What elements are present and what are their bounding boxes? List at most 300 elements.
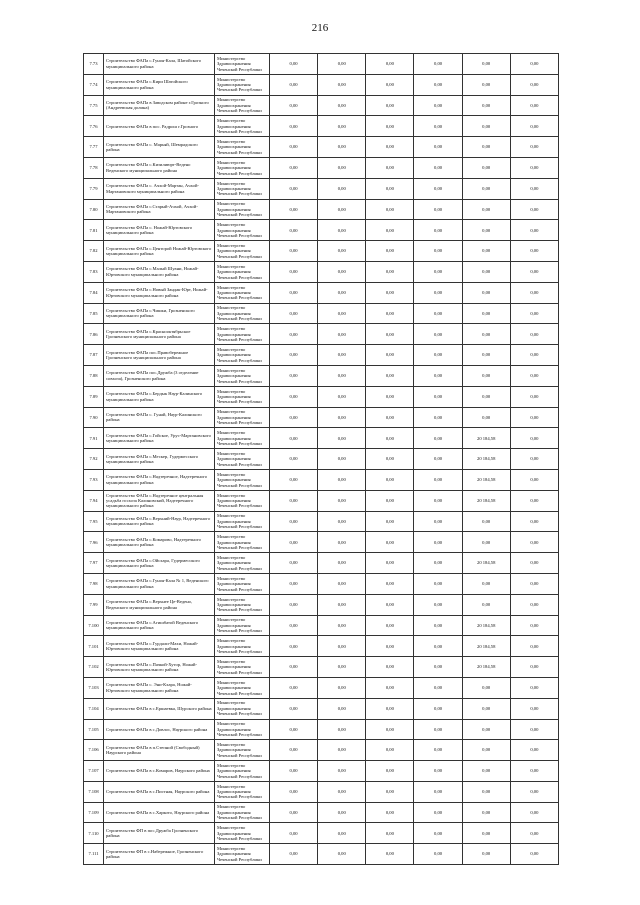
row-number: 7.97: [84, 553, 104, 574]
funding-value: 0,00: [462, 95, 510, 116]
funding-value: 0,00: [462, 178, 510, 199]
funding-value: 0,00: [414, 553, 462, 574]
funding-value: 0,00: [462, 74, 510, 95]
funding-value: 0,00: [318, 719, 366, 740]
funding-value: 0,00: [414, 449, 462, 470]
funding-value: 0,00: [270, 636, 318, 657]
funding-value: 20 184,58: [462, 553, 510, 574]
row-number: 7.75: [84, 95, 104, 116]
table-row: [84, 698, 559, 719]
funding-value: 0,00: [366, 719, 414, 740]
funding-value: 0,00: [270, 365, 318, 386]
row-number: 7.85: [84, 303, 104, 324]
responsible-organization: Министерство Здравоохранения Чеченской Республики: [215, 761, 270, 782]
funding-value: 20 184,58: [462, 428, 510, 449]
funding-value: 0,00: [318, 740, 366, 761]
funding-value: 0,00: [510, 386, 558, 407]
funding-value: 0,00: [414, 345, 462, 366]
funding-value: 0,00: [414, 220, 462, 241]
funding-value: 0,00: [414, 261, 462, 282]
funding-value: 0,00: [414, 740, 462, 761]
responsible-organization: Министерство Здравоохранения Чеченской Республики: [215, 615, 270, 636]
funding-value: 0,00: [270, 386, 318, 407]
funding-value: 0,00: [510, 95, 558, 116]
funding-value: 0,00: [510, 719, 558, 740]
funding-value: 0,00: [510, 220, 558, 241]
funding-value: 0,00: [270, 282, 318, 303]
funding-value: 0,00: [318, 594, 366, 615]
row-number: 7.104: [84, 698, 104, 719]
funding-value: 0,00: [462, 802, 510, 823]
funding-value: 0,00: [462, 407, 510, 428]
funding-value: 0,00: [270, 303, 318, 324]
funding-value: 0,00: [366, 553, 414, 574]
funding-value: 0,00: [414, 844, 462, 865]
funding-value: 0,00: [318, 116, 366, 137]
funding-value: 0,00: [510, 241, 558, 262]
funding-value: 0,00: [510, 303, 558, 324]
funding-value: 0,00: [414, 698, 462, 719]
funding-value: 0,00: [270, 615, 318, 636]
funding-value: 0,00: [462, 761, 510, 782]
table-row: [84, 345, 559, 366]
table-row: [84, 719, 559, 740]
row-number: 7.101: [84, 636, 104, 657]
funding-value: 0,00: [414, 677, 462, 698]
project-name: Строительство ФАПа с.Гурдали-Махи, Ножай-Юртовского муниципального района: [104, 636, 215, 657]
responsible-organization: Министерство Здравоохранения Чеченской Республики: [215, 511, 270, 532]
funding-value: 0,00: [510, 324, 558, 345]
funding-value: 0,00: [270, 469, 318, 490]
project-name: Строительство ФАПа в Заводском районе г.Грозного (Андреевская долина): [104, 95, 215, 116]
funding-value: 0,00: [510, 636, 558, 657]
row-number: 7.95: [84, 511, 104, 532]
project-name: Строительство ФАПа с.Бердык Наур-Калинского муниципального района: [104, 386, 215, 407]
funding-value: 0,00: [414, 511, 462, 532]
funding-value: 0,00: [414, 137, 462, 158]
project-name: Строительство ФАПа в пос. Радрош г.Грозного: [104, 116, 215, 137]
table-row: [84, 740, 559, 761]
funding-value: 0,00: [366, 54, 414, 75]
project-name: Строительство ФАПа с.Гуноя-Кала № 1, Веденского муниципального района: [104, 573, 215, 594]
funding-value: 0,00: [462, 594, 510, 615]
funding-value: 0,00: [510, 511, 558, 532]
funding-value: 0,00: [270, 178, 318, 199]
table-row: [84, 365, 559, 386]
project-name: Строительство ФАПа пос.Дружба (3 отделение совхоза), Грозненского района: [104, 365, 215, 386]
funding-value: 0,00: [414, 823, 462, 844]
funding-value: 0,00: [414, 116, 462, 137]
funding-value: 0,00: [510, 573, 558, 594]
funding-value: 0,00: [366, 303, 414, 324]
funding-value: 0,00: [366, 116, 414, 137]
responsible-organization: Министерство Здравоохранения Чеченской Республики: [215, 241, 270, 262]
funding-value: 0,00: [462, 324, 510, 345]
funding-value: 0,00: [270, 199, 318, 220]
funding-value: 0,00: [414, 719, 462, 740]
funding-value: 0,00: [510, 615, 558, 636]
funding-value: 0,00: [462, 365, 510, 386]
funding-value: 0,00: [366, 345, 414, 366]
funding-value: 20 184,58: [462, 469, 510, 490]
row-number: 7.73: [84, 54, 104, 75]
funding-value: 0,00: [366, 178, 414, 199]
funding-value: 0,00: [414, 365, 462, 386]
funding-value: 0,00: [462, 241, 510, 262]
row-number: 7.103: [84, 677, 104, 698]
row-number: 7.108: [84, 781, 104, 802]
project-name: Строительство ФАПа в с.Пистная, Наурского района: [104, 781, 215, 802]
row-number: 7.74: [84, 74, 104, 95]
table-row: [84, 199, 559, 220]
row-number: 7.83: [84, 261, 104, 282]
funding-value: 0,00: [366, 532, 414, 553]
funding-value: 0,00: [414, 74, 462, 95]
project-name: Строительство ФАПа с.Надтеречное, Надтеречного муниципального района: [104, 469, 215, 490]
funding-value: 0,00: [270, 594, 318, 615]
responsible-organization: Министерство Здравоохранения Чеченской Республики: [215, 137, 270, 158]
funding-value: 0,00: [510, 469, 558, 490]
row-number: 7.94: [84, 490, 104, 511]
table-body: [84, 54, 559, 865]
responsible-organization: Министерство Здравоохранения Чеченской Республики: [215, 74, 270, 95]
funding-value: 0,00: [462, 303, 510, 324]
funding-value: 20 184,58: [462, 636, 510, 657]
funding-value: 0,00: [366, 137, 414, 158]
project-name: Строительство ФАПа с.Надтеречное центральная усадьба госхоза Калиновский, Надтеречного муниципального района: [104, 490, 215, 511]
funding-value: 0,00: [318, 698, 366, 719]
funding-value: 0,00: [318, 345, 366, 366]
responsible-organization: Министерство Здравоохранения Чеченской Республики: [215, 95, 270, 116]
funding-value: 0,00: [462, 532, 510, 553]
funding-value: 0,00: [462, 54, 510, 75]
funding-value: 0,00: [318, 781, 366, 802]
funding-value: 0,00: [318, 802, 366, 823]
funding-value: 0,00: [366, 157, 414, 178]
funding-value: 0,00: [462, 261, 510, 282]
table-row: [84, 636, 559, 657]
table-row: [84, 54, 559, 75]
funding-value: 0,00: [414, 532, 462, 553]
responsible-organization: Министерство Здравоохранения Чеченской Республики: [215, 345, 270, 366]
program-table: [83, 53, 559, 865]
project-name: Строительство ФАПа с.Пачкой-Хутор, Ножай-Юртовского муниципального района: [104, 657, 215, 678]
funding-value: 0,00: [414, 761, 462, 782]
funding-value: 0,00: [366, 95, 414, 116]
project-name: Строительство ФАПа с. Гунай, Наур-Калинского района: [104, 407, 215, 428]
funding-value: 0,00: [462, 698, 510, 719]
responsible-organization: Министерство Здравоохранения Чеченской Республики: [215, 677, 270, 698]
table-row: [84, 178, 559, 199]
funding-value: 0,00: [270, 261, 318, 282]
responsible-organization: Министерство Здравоохранения Чеченской Республики: [215, 220, 270, 241]
funding-value: 0,00: [318, 365, 366, 386]
row-number: 7.110: [84, 823, 104, 844]
funding-value: 0,00: [414, 428, 462, 449]
funding-value: 0,00: [510, 844, 558, 865]
funding-value: 0,00: [270, 740, 318, 761]
funding-value: 0,00: [270, 573, 318, 594]
row-number: 7.92: [84, 449, 104, 470]
funding-value: 0,00: [270, 449, 318, 470]
funding-value: 0,00: [510, 823, 558, 844]
funding-value: 0,00: [366, 657, 414, 678]
funding-value: 0,00: [318, 428, 366, 449]
funding-value: 0,00: [510, 137, 558, 158]
funding-value: 0,00: [414, 407, 462, 428]
funding-value: 0,00: [414, 199, 462, 220]
funding-value: 0,00: [510, 116, 558, 137]
funding-value: 0,00: [270, 677, 318, 698]
funding-value: 0,00: [318, 823, 366, 844]
funding-value: 0,00: [510, 677, 558, 698]
table-row: [84, 303, 559, 324]
funding-value: 0,00: [510, 594, 558, 615]
project-name: Строительство ФАПа с.Верхний-Наур, Надтеречного муниципального района: [104, 511, 215, 532]
responsible-organization: Министерство Здравоохранения Чеченской Республики: [215, 719, 270, 740]
project-name: Строительство ФАПа с.Кизилиюрт-Ведено Веденского муниципального района: [104, 157, 215, 178]
table-row: [84, 324, 559, 345]
project-name: Строительство ФАПа с.Центорой Ножай-Юртовского муниципального района: [104, 241, 215, 262]
funding-value: 0,00: [318, 54, 366, 75]
funding-value: 0,00: [366, 594, 414, 615]
responsible-organization: Министерство Здравоохранения Чеченской Республики: [215, 573, 270, 594]
funding-value: 0,00: [270, 761, 318, 782]
table-row: [84, 241, 559, 262]
responsible-organization: Министерство Здравоохранения Чеченской Республики: [215, 407, 270, 428]
funding-value: 0,00: [318, 677, 366, 698]
table-row: [84, 844, 559, 865]
funding-value: 0,00: [414, 636, 462, 657]
funding-value: 0,00: [318, 137, 366, 158]
funding-value: 0,00: [510, 449, 558, 470]
funding-value: 0,00: [270, 241, 318, 262]
responsible-organization: Министерство Здравоохранения Чеченской Республики: [215, 469, 270, 490]
funding-value: 20 184,58: [462, 657, 510, 678]
funding-value: 0,00: [366, 324, 414, 345]
table-row: [84, 261, 559, 282]
project-name: Строительство ФАПа с.Малый Шуани, Ножай-Юртовского муниципального района: [104, 261, 215, 282]
funding-value: 0,00: [414, 490, 462, 511]
row-number: 7.100: [84, 615, 104, 636]
responsible-organization: Министерство Здравоохранения Чеченской Республики: [215, 844, 270, 865]
table-row: [84, 116, 559, 137]
responsible-organization: Министерство Здравоохранения Чеченской Республики: [215, 199, 270, 220]
responsible-organization: Министерство Здравоохранения Чеченской Республики: [215, 781, 270, 802]
table-row: [84, 573, 559, 594]
row-number: 7.106: [84, 740, 104, 761]
table-row: [84, 74, 559, 95]
funding-value: 0,00: [270, 823, 318, 844]
funding-value: 0,00: [318, 511, 366, 532]
project-name: Строительство ФАПа с.Гойское, Урус-Мартановского муниципального района: [104, 428, 215, 449]
responsible-organization: Министерство Здравоохранения Чеченской Республики: [215, 553, 270, 574]
responsible-organization: Министерство Здравоохранения Чеченской Республики: [215, 54, 270, 75]
funding-value: 0,00: [366, 781, 414, 802]
funding-value: 0,00: [318, 178, 366, 199]
funding-value: 0,00: [366, 365, 414, 386]
row-number: 7.91: [84, 428, 104, 449]
funding-value: 0,00: [510, 553, 558, 574]
funding-value: 0,00: [366, 511, 414, 532]
project-name: Строительство ФАПа с. Ачхой-Мартан, Ачхой-Мартановского муниципального района: [104, 178, 215, 199]
funding-value: 0,00: [414, 615, 462, 636]
funding-value: 0,00: [366, 74, 414, 95]
funding-value: 0,00: [270, 157, 318, 178]
funding-value: 0,00: [318, 553, 366, 574]
funding-value: 0,00: [510, 490, 558, 511]
funding-value: 0,00: [366, 740, 414, 761]
funding-value: 0,00: [510, 761, 558, 782]
funding-value: 0,00: [366, 261, 414, 282]
table-row: [84, 657, 559, 678]
funding-value: 0,00: [318, 199, 366, 220]
project-name: Строительство ФАПа в с.Харкото, Наурского района: [104, 802, 215, 823]
responsible-organization: Министерство Здравоохранения Чеченской Республики: [215, 428, 270, 449]
funding-value: 0,00: [462, 677, 510, 698]
project-name: Строительство ФАПа с.Верхнее Це-Ведено, Веденского муниципального района: [104, 594, 215, 615]
funding-value: 0,00: [510, 365, 558, 386]
row-number: 7.89: [84, 386, 104, 407]
table-row: [84, 781, 559, 802]
funding-value: 0,00: [510, 740, 558, 761]
funding-value: 0,00: [462, 781, 510, 802]
funding-value: 0,00: [270, 428, 318, 449]
funding-value: 0,00: [414, 303, 462, 324]
table-row: [84, 802, 559, 823]
funding-value: 0,00: [270, 532, 318, 553]
funding-value: 0,00: [318, 74, 366, 95]
table-row: [84, 532, 559, 553]
funding-value: 0,00: [366, 823, 414, 844]
funding-value: 0,00: [414, 241, 462, 262]
row-number: 7.98: [84, 573, 104, 594]
table-row: [84, 386, 559, 407]
funding-value: 0,00: [414, 657, 462, 678]
funding-value: 0,00: [318, 95, 366, 116]
project-name: Строительство ФАПа с.Новый Зандак-Юрт, Ножай-Юртовского муниципального района: [104, 282, 215, 303]
funding-value: 0,00: [270, 844, 318, 865]
funding-value: 0,00: [366, 844, 414, 865]
project-name: Строительство ФАПа в с.Ершаевка, Шурского района: [104, 698, 215, 719]
row-number: 7.99: [84, 594, 104, 615]
responsible-organization: Министерство Здравоохранения Чеченской Республики: [215, 261, 270, 282]
row-number: 7.81: [84, 220, 104, 241]
project-name: Строительство ФП в с.Набережное, Грозненского района: [104, 844, 215, 865]
funding-value: 0,00: [462, 573, 510, 594]
row-number: 7.76: [84, 116, 104, 137]
funding-value: 0,00: [270, 553, 318, 574]
row-number: 7.77: [84, 137, 104, 158]
row-number: 7.107: [84, 761, 104, 782]
funding-value: 0,00: [462, 137, 510, 158]
row-number: 7.111: [84, 844, 104, 865]
funding-value: 0,00: [318, 490, 366, 511]
funding-value: 0,00: [462, 116, 510, 137]
table-row: [84, 95, 559, 116]
project-name: Строительство ФАПа с.Комарово, Надтеречного муниципального района: [104, 532, 215, 553]
funding-value: 0,00: [270, 657, 318, 678]
funding-value: 0,00: [366, 469, 414, 490]
row-number: 7.105: [84, 719, 104, 740]
responsible-organization: Министерство Здравоохранения Чеченской Республики: [215, 823, 270, 844]
funding-value: 0,00: [510, 74, 558, 95]
project-name: Строительство ФАПа пос.Правобережное Грозненского муниципального района: [104, 345, 215, 366]
funding-value: 0,00: [366, 761, 414, 782]
funding-value: 0,00: [510, 54, 558, 75]
project-name: Строительство ФАПа с. Марьяй, Шемрадского района: [104, 137, 215, 158]
funding-value: 0,00: [414, 282, 462, 303]
funding-value: 0,00: [462, 823, 510, 844]
responsible-organization: Министерство Здравоохранения Чеченской Республики: [215, 365, 270, 386]
responsible-organization: Министерство Здравоохранения Чеченской Республики: [215, 178, 270, 199]
funding-value: 0,00: [318, 324, 366, 345]
funding-value: 0,00: [318, 657, 366, 678]
table-row: [84, 615, 559, 636]
funding-value: 20 184,58: [462, 490, 510, 511]
row-number: 7.88: [84, 365, 104, 386]
funding-value: 0,00: [366, 573, 414, 594]
funding-value: 0,00: [318, 386, 366, 407]
table-row: [84, 553, 559, 574]
funding-value: 0,00: [318, 532, 366, 553]
responsible-organization: Министерство Здравоохранения Чеченской Республики: [215, 386, 270, 407]
row-number: 7.84: [84, 282, 104, 303]
responsible-organization: Министерство Здравоохранения Чеченской Республики: [215, 802, 270, 823]
responsible-organization: Министерство Здравоохранения Чеченской Республики: [215, 449, 270, 470]
funding-value: 0,00: [510, 178, 558, 199]
funding-value: 0,00: [414, 178, 462, 199]
funding-value: 0,00: [462, 844, 510, 865]
funding-value: 0,00: [510, 657, 558, 678]
funding-value: 0,00: [318, 407, 366, 428]
funding-value: 0,00: [462, 386, 510, 407]
table-row: [84, 823, 559, 844]
funding-value: 0,00: [270, 802, 318, 823]
funding-value: 0,00: [462, 511, 510, 532]
funding-value: 0,00: [366, 386, 414, 407]
funding-value: 0,00: [366, 407, 414, 428]
responsible-organization: Министерство Здравоохранения Чеченской Республики: [215, 657, 270, 678]
funding-value: 0,00: [366, 490, 414, 511]
funding-value: 20 184,58: [462, 449, 510, 470]
funding-value: 0,00: [510, 261, 558, 282]
table-row: [84, 157, 559, 178]
funding-value: 0,00: [366, 241, 414, 262]
funding-value: 0,00: [366, 615, 414, 636]
funding-value: 0,00: [366, 282, 414, 303]
funding-value: 0,00: [414, 594, 462, 615]
table-row: [84, 490, 559, 511]
table-row: [84, 469, 559, 490]
responsible-organization: Министерство Здравоохранения Чеченской Республики: [215, 740, 270, 761]
funding-value: 0,00: [462, 220, 510, 241]
row-number: 7.109: [84, 802, 104, 823]
funding-value: 0,00: [366, 802, 414, 823]
responsible-organization: Министерство Здравоохранения Чеченской Республики: [215, 490, 270, 511]
funding-value: 0,00: [510, 282, 558, 303]
row-number: 7.79: [84, 178, 104, 199]
funding-value: 0,00: [318, 303, 366, 324]
funding-value: 0,00: [414, 54, 462, 75]
responsible-organization: Министерство Здравоохранения Чеченской Республики: [215, 116, 270, 137]
funding-value: 0,00: [270, 490, 318, 511]
funding-value: 0,00: [414, 573, 462, 594]
funding-value: 0,00: [270, 220, 318, 241]
row-number: 7.80: [84, 199, 104, 220]
project-name: Строительство ФАПа с.Мескер, Гудермесского муниципального района: [104, 449, 215, 470]
funding-value: 0,00: [510, 698, 558, 719]
